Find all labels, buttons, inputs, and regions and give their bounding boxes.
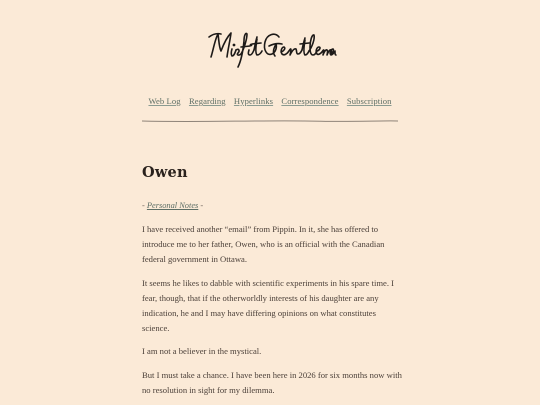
site-header	[0, 0, 540, 122]
header-divider	[141, 118, 399, 124]
site-logo[interactable]	[205, 25, 337, 73]
post-paragraph: I have received another “email” from Pippin. In it, she has offered to introduce me to her father, Owen, who is an official with the Canadian federal government in Ottawa.	[142, 224, 385, 265]
post-paragraph: But I must take a chance. I have been here in 2026 for six months now with no resolution in sight for my dilemma.	[142, 369, 402, 395]
nav-item-correspondence[interactable]: Correspondence	[281, 96, 339, 106]
main-nav	[0, 96, 540, 106]
nav-item-regarding[interactable]: Regarding	[188, 96, 226, 106]
post-article	[142, 163, 404, 405]
nav-item-hyperlinks[interactable]: Hyperlinks	[233, 96, 274, 106]
post-paragraph: I am not a believer in the mystical.	[142, 346, 262, 357]
nav-item-web-log[interactable]: Web Log	[148, 96, 181, 106]
logo-text: Misfit Gentleman	[205, 25, 214, 26]
post-paragraph: It seems he likes to dabble with scientific experiments in his spare time. I fear, though, that if the otherworldly interests of his daughter are any indication, he and I may have differing opinions on what constitutes science.	[142, 277, 395, 334]
category-prefix: -	[142, 201, 147, 210]
post-category	[142, 199, 404, 213]
category-suffix: -	[198, 201, 204, 210]
post-title: Owen	[142, 164, 188, 181]
nav-item-subscription[interactable]: Subscription	[346, 96, 392, 106]
category-link[interactable]: Personal Notes	[146, 201, 199, 210]
logo-script-icon	[205, 25, 337, 73]
